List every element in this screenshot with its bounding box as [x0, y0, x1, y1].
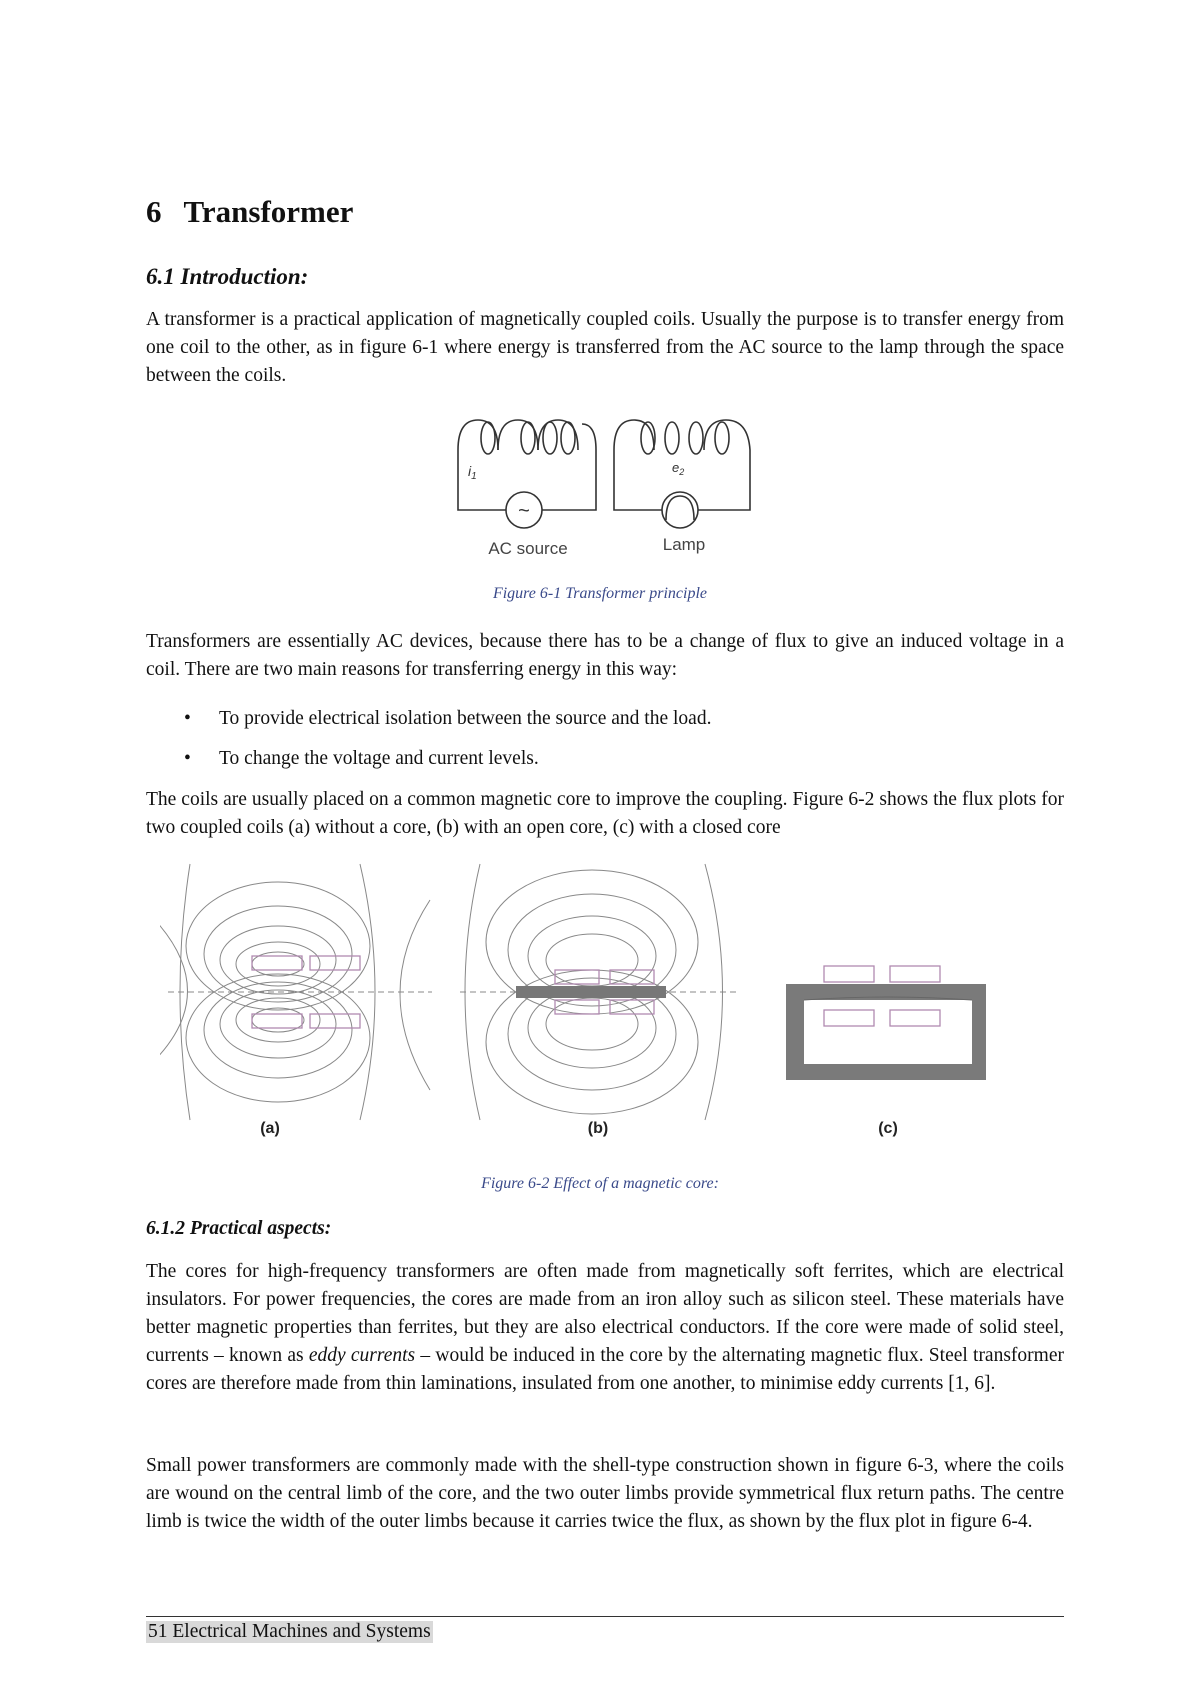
- chapter-heading: [146, 194, 353, 230]
- list-item: • To provide electrical isolation between the source and the load.: [184, 708, 712, 729]
- page-footer: 51 Electrical Machines and Systems: [148, 1621, 431, 1642]
- current-label: $i_1$: [468, 463, 477, 482]
- tilde-glyph: ~: [518, 500, 530, 522]
- secondary-coil: [614, 420, 750, 454]
- chapter-number: 6: [146, 194, 162, 229]
- label-a: (a): [260, 1120, 280, 1137]
- section-heading-introduction: 6.1 Introduction:: [146, 264, 309, 289]
- open-core-bar: [516, 986, 666, 998]
- paragraph-shell-type: Small power transformers are commonly made with the shell-type construction shown in figure 6-3, where the coils are wound on the central limb of the core, and the two outer limbs provide symmetrical flux return paths. The centre limb is twice the width of the outer limbs because it carries twice the flux, as shown by the flux plot in figure 6-4.: [146, 1455, 1064, 1532]
- figure-transformer-principle: [450, 410, 770, 560]
- chapter-title: Transformer: [183, 194, 354, 229]
- reasons-list: [146, 705, 711, 785]
- label-c: (c): [878, 1120, 898, 1137]
- paragraph-intro: A transformer is a practical application of magnetically coupled coils. Usually the purpose is to transfer energy from one coil to the other, as in figure 6-1 where energy is transferred from the AC source to the lamp through the space between the coils.: [146, 309, 1064, 386]
- paragraph-cores: The cores for high-frequency transformers are often made from magnetically soft ferrites, which are electrical insulators. For power frequencies, the cores are made from an iron alloy such as silicon steel. These materials have better magnetic properties than ferrites, but they are also electrical conductors. If the core were made of solid steel, currents – known as eddy currents – would be induced in the core by the alternating magnetic flux. Steel transformer cores are therefore made from thin laminations, insulated from one another, to minimise eddy currents [1, 6].: [146, 1261, 1064, 1394]
- voltage-label: $e_2$: [672, 460, 685, 477]
- ac-source-label: AC source: [488, 539, 568, 558]
- figure-2-caption: Figure 6-2 Effect of a magnetic core:: [481, 1175, 719, 1192]
- list-item: • To change the voltage and current levels.: [184, 748, 539, 769]
- section-heading-practical: 6.1.2 Practical aspects:: [146, 1218, 332, 1239]
- figure-1-caption: Figure 6-1 Transformer principle: [492, 585, 708, 602]
- flux-plot-a: [160, 864, 432, 1120]
- footer-divider: [146, 1616, 1064, 1617]
- eddy-currents-term: eddy currents: [308, 1345, 416, 1366]
- lamp-label: Lamp: [662, 535, 706, 554]
- primary-coil: [458, 420, 578, 454]
- label-b: (b): [587, 1120, 609, 1137]
- paragraph-ac-devices: Transformers are essentially AC devices, because there has to be a change of flux to give an induced voltage in a coil. There are two main reasons for transferring energy in this way:: [146, 631, 1064, 680]
- flux-plot-c: [786, 984, 986, 1080]
- figure-magnetic-core-effect: [160, 860, 1020, 1140]
- paragraph-coupling: The coils are usually placed on a common magnetic core to improve the coupling. Figure 6-2 shows the flux plots for two coupled coils (a) without a core, (b) with an open core, (c) with a closed core: [146, 789, 1064, 838]
